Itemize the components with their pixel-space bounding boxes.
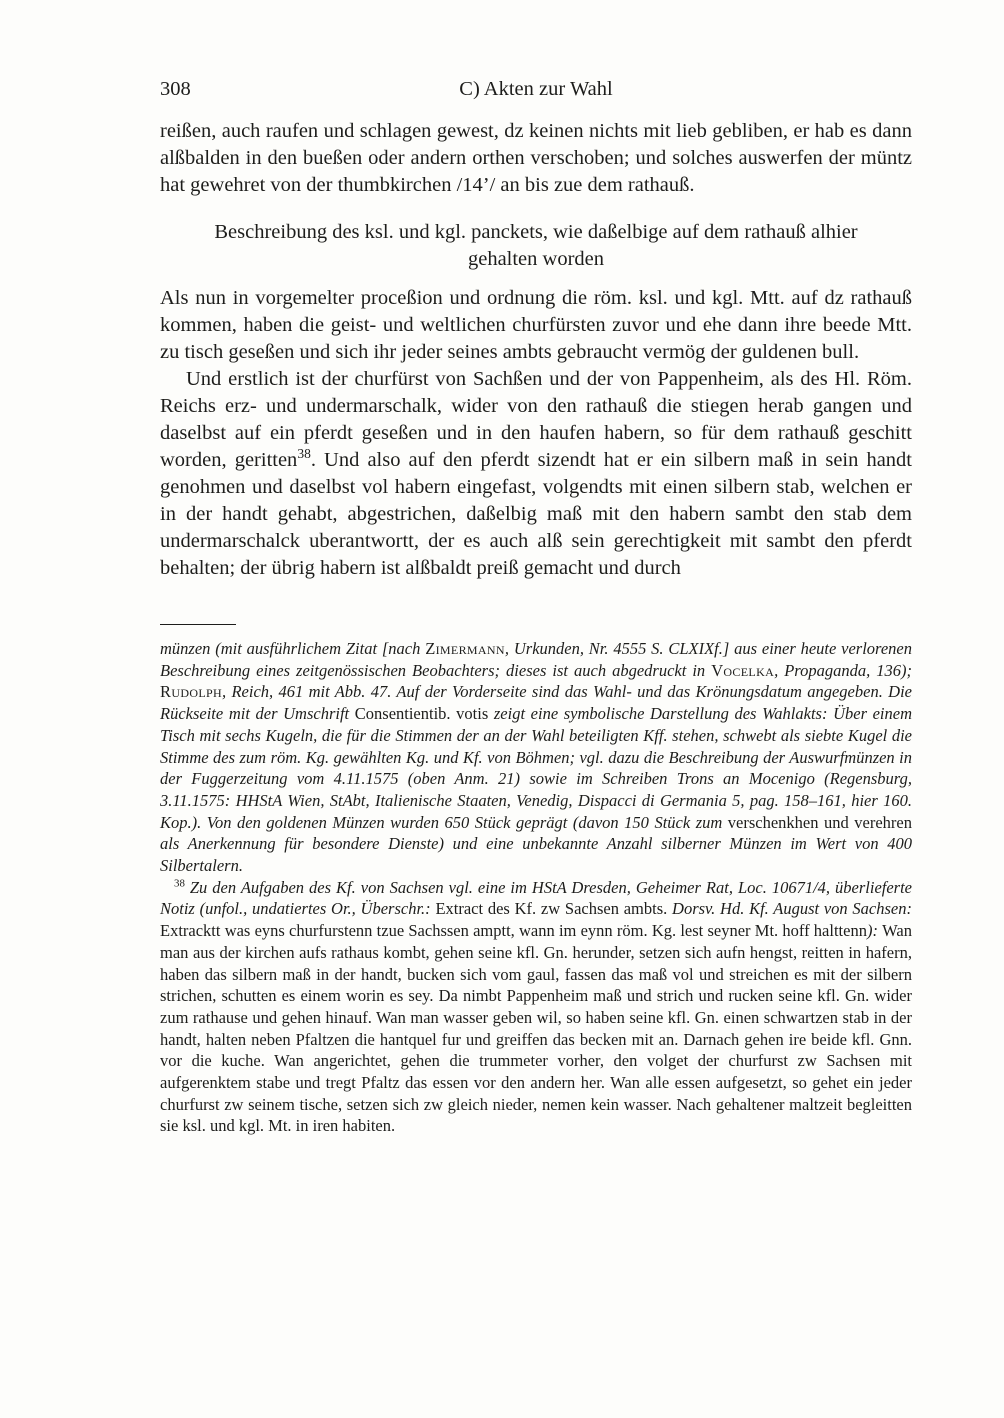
text-run: Als nun in vorgemelter proceßion und ordnung die röm. ksl. und kgl. Mtt. auf dz rathauß kommen, haben die geist- und weltlichen churfürsten zuvor und ehe dann ihre beede Mtt. zu tisch geseßen und sich ihr jeder seines ambts gebraucht vermög der guldenen bull. — [160, 287, 912, 363]
text-run: 38 — [174, 877, 185, 890]
text-run: reißen, auch raufen und schlagen gewest, dz keinen nichts mit lieb gebliben, er hab es dann alßbalden in den bueßen oder andern orthen verschoben; und solches auswerfen der müntz hat gewehret von der thumbkirchen /14’/ an bis zue dem rathauß. — [160, 120, 912, 196]
footnote-38 — [160, 877, 912, 1137]
text-run: Dorsv. Hd. Kf. August von Sachsen: — [672, 899, 912, 919]
text-run: münzen (mit ausführlichem Zitat [nach — [160, 639, 426, 658]
main-text-block — [160, 118, 912, 582]
text-run: verschenkhen und verehren — [727, 812, 912, 832]
text-run: 38 — [297, 446, 311, 462]
footnote-separator-rule — [160, 624, 236, 625]
text-run: , Reich, 461 mit Abb. 47. Auf der Vorderseite sind das Wahl- und das Krönungsdatum angegeben. Die Rückseite mit der Umschrift — [160, 682, 912, 724]
text-run: , Propaganda, 136); — [774, 660, 912, 680]
page-number: 308 — [160, 78, 191, 100]
text-run: Zimermann — [425, 639, 505, 658]
footnotes-section — [160, 624, 912, 1137]
text-run: Consentientib. votis — [354, 704, 489, 724]
body-paragraph-und-erstlich — [160, 366, 912, 582]
text-run: Rudolph — [160, 682, 222, 702]
text-run: Wan man aus der kirchen aufs rathaus kombt, gehen seine kfl. Gn. herunder, setzen sich aufn hengst, reitten in hafern, haben das silbern maß in der handt, bucken sich vom gaul, fassen das maß vol und streichen es mit der silbern strichen, schutten es einem worin es sey. Da nimbt Pappenheim maß und strich und rucken seine kfl. Gn. wider zum rathause und gehen hinauf. Wan man wasser geben wil, so haben seine kfl. Gn. einen schwartzen stab in der handt, halten neben Pfaltzen die hantquel fur und greiffen das becken mit an. Darnach gehen ire beide kfl. Gnn. vor die kuche. Wan angerichtet, gehen die trummeter vorher, den volget der churfurst zw Sachsen mit aufgerenktem stabe und tregt Pfaltz das essen vor den andern her. Wan alle essen aufgesetzt, so gehet ein jeder churfurst zw seinem tische, setzen sich zw gleich nieder, nemen kein wasser. Nach gehaltener maltzeit begleitten sie ksl. und kgl. Mt. in iren habiten. — [160, 921, 912, 1136]
text-run: Vocelka — [711, 660, 775, 680]
body-paragraph-als-nun — [160, 285, 912, 366]
text-run: Zu den Aufgaben des Kf. von Sachsen vgl. eine im HStA Dresden, Geheimer Rat, Loc. 10671/4, überlieferte Notiz (unfol., undatiertes Or., Überschr.: — [160, 877, 912, 919]
footnote-continuation — [160, 638, 912, 877]
text-run: Extract des Kf. zw Sachsen ambts. — [435, 899, 673, 919]
text-run: . Und also auf den pferdt sizendt hat er ein silbern maß in sein handt genohmen und daselbst vol habern eingefast, volgendts mit einen silbern stab, welchen er in der handt gehabt, abgestrichen, daßelbig maß mit den habern sambt den stab dem undermarschalck uberantwortt, der es auch alß sein gerechtigkeit mit sambt den pferdt behalten; der übrig habern ist alßbaldt preiß gemacht und durch — [160, 449, 912, 579]
text-run: ): — [866, 921, 883, 941]
text-run: , Urkunden, Nr. 4555 S. CLXIXf.] aus einer heute verlorenen Beschreibung eines zeitgenössischen Beobachters; dieses ist auch abgedruckt in — [160, 639, 912, 680]
text-run: als Anerkennung für besondere Dienste) und eine unbekannte Anzahl silberner Münzen im Wert von 400 Silbertalern. — [160, 834, 912, 876]
page-header — [160, 76, 912, 103]
section-heading — [200, 219, 872, 273]
text-run: Beschreibung des ksl. und kgl. panckets, wie daßelbige auf dem rathauß alhier gehalten worden — [214, 221, 858, 270]
text-run: Und erstlich ist der churfürst von Sachßen und der von Pappenheim, als des Hl. Röm. Reichs erz- und undermarschalk, wider von den rathauß die stiegen herab gangen und daselbst auf ein pferdt geseßen und in den haufen habern, so für dem rathauß geschitt worden, geritten — [160, 368, 912, 471]
text-run: zeigt eine symbolische Darstellung des Wahlakts: Über einem Tisch mit sechs Kugeln, die für die Stimmen der an der Wahl beteiligten Kff. stehen, schwebt als siebte Kugel die Stimme des zum röm. Kg. gewählten Kg. und Kf. von Böhmen; vgl. dazu die Beschreibung der Auswurfmünzen in der Fuggerzeitung vom 4.11.1575 (oben Anm. 21) sowie im Schreiben Trons an Mocenigo (Regensburg, 3.11.1575: HHStA Wien, StAbt, Italienische Staaten, Venedig, Dispacci di Germania 5, pag. 158–161, hier 160. Kop.). Von den goldenen Münzen wurden 650 Stück geprägt (davon 150 Stück zum — [160, 704, 913, 832]
running-head: C) Akten zur Wahl — [459, 78, 613, 100]
text-run: Extracktt was eyns churfurstenn tzue Sachssen amptt, wann im eynn röm. Kg. lest seyner Mt. hoff halttenn — [160, 921, 867, 941]
body-paragraph-opening — [160, 118, 912, 199]
